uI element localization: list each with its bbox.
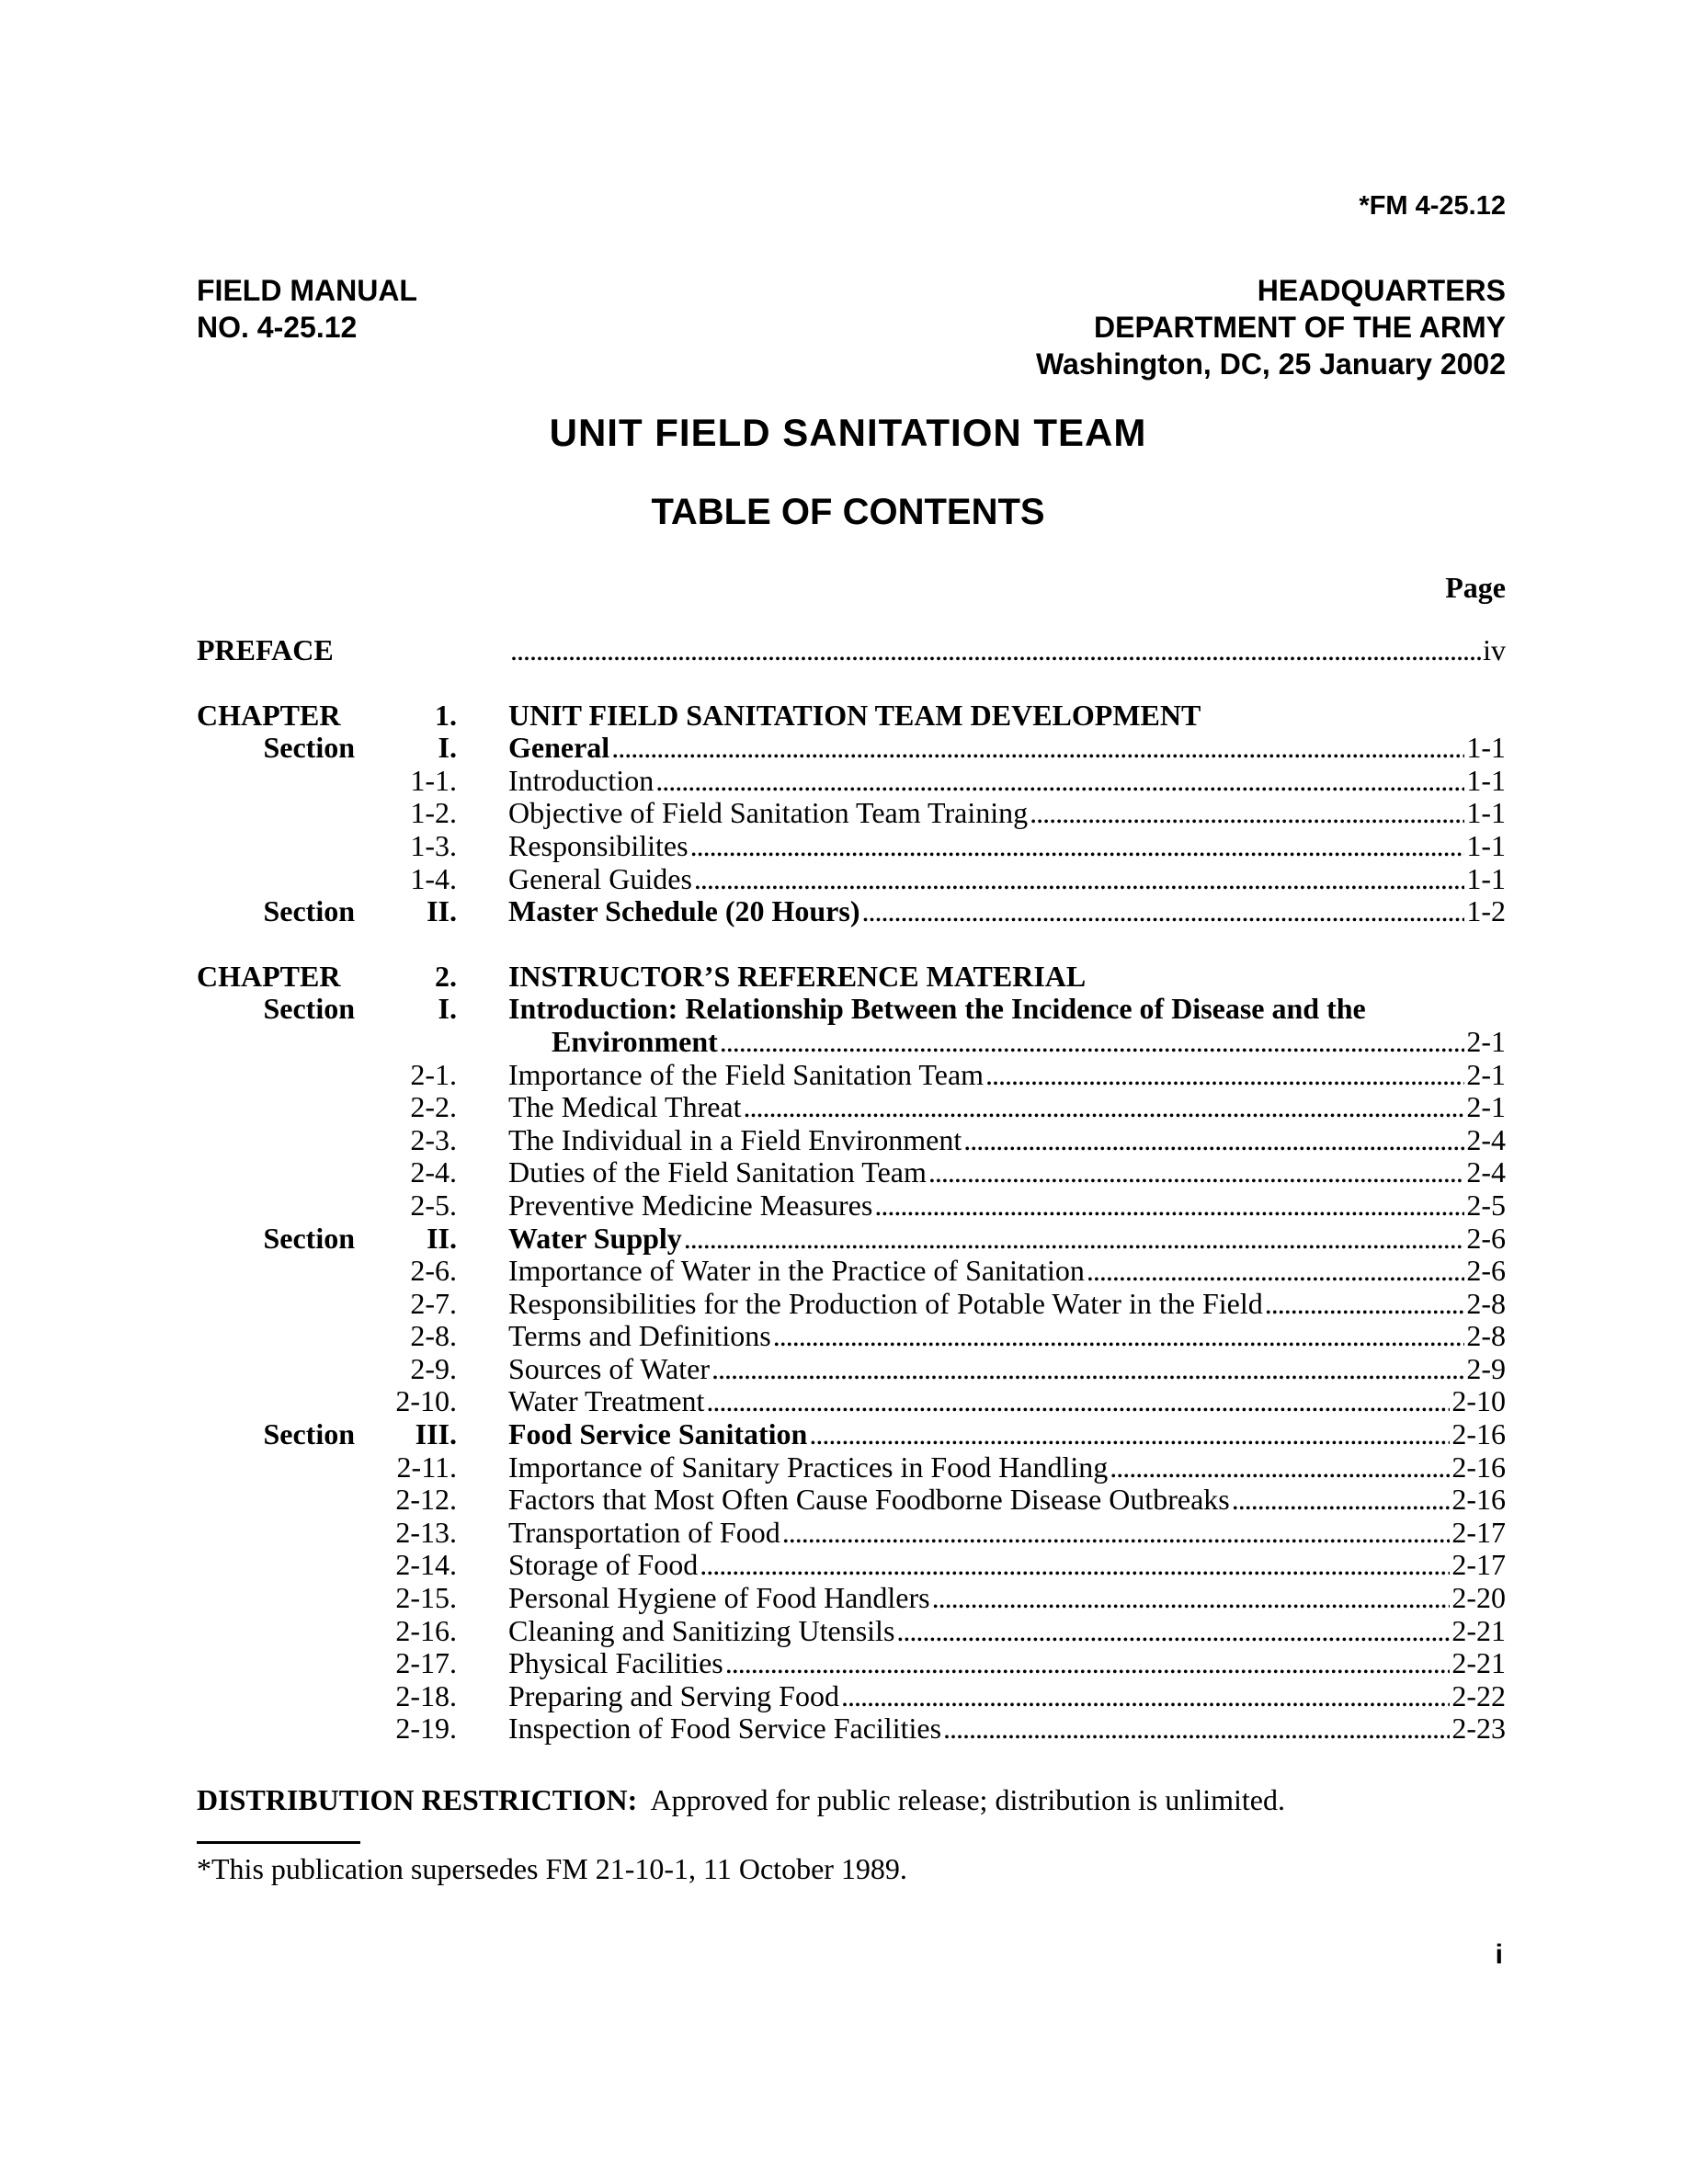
item-number: 2-4. [410, 1155, 457, 1189]
item-title-cell [508, 1549, 1506, 1582]
toc-item-row[interactable] [197, 1124, 1506, 1157]
header-right-line: DEPARTMENT OF THE ARMY [1094, 311, 1506, 344]
chapter-heading-row[interactable] [197, 700, 1506, 733]
item-title: General Guides [508, 862, 692, 895]
chapter-block [197, 700, 1506, 928]
item-number: 2-15. [395, 1581, 457, 1615]
chapter-number: 1. [435, 698, 457, 732]
item-title: Responsibilites [508, 829, 689, 862]
page-ref: 2-22 [1451, 1679, 1506, 1712]
leader-dots [861, 895, 1464, 928]
toc-item-row[interactable] [197, 1385, 1506, 1418]
page-ref: 2-9 [1466, 1352, 1506, 1385]
leader-dots [1110, 1451, 1450, 1484]
section-title: Water Supply [508, 1222, 682, 1255]
item-title-cell [508, 1189, 1506, 1223]
item-title: Preparing and Serving Food [508, 1679, 839, 1712]
leader-dots [725, 1647, 1451, 1680]
item-number: 2-14. [395, 1548, 457, 1582]
chapter-title-cell [508, 961, 1506, 994]
toc-item-row[interactable] [197, 1582, 1506, 1615]
leader-dots [711, 1353, 1464, 1386]
page-ref: iv [1483, 634, 1506, 666]
leader-dots [782, 1517, 1451, 1550]
item-title-cell [508, 1647, 1506, 1680]
item-number: 2-8. [410, 1319, 457, 1353]
page-ref: 2-21 [1451, 1647, 1506, 1680]
section-title-cell [508, 895, 1506, 928]
toc-item-row[interactable] [197, 1353, 1506, 1386]
item-number: 1-1. [410, 763, 457, 797]
item-title: Transportation of Food [508, 1516, 780, 1549]
header-left [197, 272, 417, 346]
page-ref: 2-4 [1466, 1156, 1506, 1189]
chapter-block [197, 961, 1506, 1746]
chapter-label: CHAPTER [197, 959, 341, 993]
item-title-cell [508, 1091, 1506, 1124]
page-ref: 2-21 [1451, 1614, 1506, 1647]
chapter-title: UNIT FIELD SANITATION TEAM DEVELOPMENT [508, 699, 1201, 732]
toc-item-row[interactable] [197, 1615, 1506, 1648]
toc-section-row[interactable] [197, 732, 1506, 765]
item-title: The Individual in a Field Environment [508, 1123, 962, 1156]
header-left-line: NO. 4-25.12 [197, 311, 358, 344]
page-ref: 1-1 [1466, 829, 1506, 862]
page-column-label: Page [1445, 571, 1506, 604]
item-title: Importance of Water in the Practice of Sanitation [508, 1255, 1085, 1288]
item-number: 1-3. [410, 828, 457, 862]
item-title: Importance of the Field Sanitation Team [508, 1058, 985, 1091]
section-title: Introduction: Relationship Between the Incidence of Disease and the [508, 993, 1366, 1026]
item-number: 2-16. [395, 1613, 457, 1647]
toc-item-row[interactable] [197, 765, 1506, 798]
page-ref: 2-16 [1451, 1450, 1506, 1484]
page-ref: 2-8 [1466, 1287, 1506, 1320]
item-title-cell [508, 863, 1506, 896]
leader-dots [684, 1223, 1465, 1256]
item-title-cell [508, 797, 1506, 830]
page-ref: 1-1 [1466, 732, 1506, 765]
chapter-heading-row[interactable] [197, 961, 1506, 994]
toc-item-row[interactable] [197, 1451, 1506, 1484]
item-title: Preventive Medicine Measures [508, 1189, 873, 1222]
item-number: 2-6. [410, 1254, 457, 1288]
page-ref: 2-23 [1451, 1712, 1506, 1746]
item-title: Personal Hygiene of Food Handlers [508, 1582, 930, 1615]
section-title-cell [508, 732, 1506, 765]
item-title-cell [508, 1124, 1506, 1157]
item-title-cell [508, 1451, 1506, 1484]
item-title: Physical Facilities [508, 1647, 723, 1680]
toc-heading: TABLE OF CONTENTS [651, 492, 1045, 532]
page-ref: 2-1 [1466, 1091, 1506, 1124]
section-number: I. [438, 731, 457, 765]
item-number: 1-4. [410, 861, 457, 895]
toc-section-row[interactable] [197, 1418, 1506, 1451]
item-title: Responsibilities for the Production of Potable Water in the Field [508, 1287, 1263, 1320]
item-number: 2-2. [410, 1090, 457, 1124]
section-title: Master Schedule (20 Hours) [508, 895, 860, 928]
item-title-cell [508, 1712, 1506, 1746]
item-number: 2-9. [410, 1351, 457, 1385]
toc-item-row[interactable] [197, 1320, 1506, 1353]
section-label: Section [263, 894, 355, 928]
section-label: Section [263, 1417, 355, 1451]
toc-preface-row[interactable] [197, 634, 1506, 667]
page-ref: 1-1 [1466, 797, 1506, 830]
leader-dots [1030, 797, 1464, 830]
item-title: Cleaning and Sanitizing Utensils [508, 1614, 895, 1647]
leader-dots [744, 1091, 1465, 1124]
toc-section-row[interactable] [197, 993, 1506, 1026]
toc-item-row[interactable] [197, 863, 1506, 896]
leader-dots [694, 863, 1464, 896]
section-number: I. [438, 992, 457, 1026]
item-number: 2-5. [410, 1188, 457, 1222]
section-number: III. [415, 1417, 457, 1451]
item-number: 2-13. [395, 1515, 457, 1549]
item-title: Objective of Field Sanitation Team Training [508, 797, 1029, 830]
header-right [1036, 272, 1506, 382]
toc-item-row[interactable] [197, 1059, 1506, 1092]
toc-item-row[interactable] [197, 1189, 1506, 1223]
header-right-line: HEADQUARTERS [1257, 274, 1506, 307]
leader-dots [985, 1059, 1464, 1092]
header-left-line: FIELD MANUAL [197, 274, 417, 307]
page-number: i [1495, 1939, 1503, 1970]
toc-item-row[interactable] [197, 1712, 1506, 1746]
distribution-text: Approved for public release; distribution is unlimited. [650, 1783, 1285, 1816]
toc-item-row[interactable] [197, 1549, 1506, 1582]
page-ref: 2-16 [1451, 1418, 1506, 1451]
footnote: *This publication supersedes FM 21-10-1, 11 October 1989. [197, 1852, 907, 1885]
leader-dots [932, 1582, 1451, 1615]
item-title: Storage of Food [508, 1549, 699, 1582]
section-title-cell [508, 1418, 1506, 1451]
leader-dots [700, 1549, 1450, 1582]
item-number: 2-10. [395, 1384, 457, 1418]
page-ref: 2-5 [1466, 1189, 1506, 1222]
section-number: II. [427, 1221, 457, 1255]
item-title-cell [508, 765, 1506, 798]
section-title-cell [508, 993, 1506, 1026]
footnote-divider [197, 1841, 360, 1844]
toc-item-row[interactable] [197, 1484, 1506, 1517]
toc-section-row-continued[interactable] [197, 1026, 1506, 1059]
page-ref: 1-1 [1466, 862, 1506, 895]
preface-label: PREFACE [197, 633, 334, 666]
section-label: Section [263, 992, 355, 1026]
leader-dots [874, 1189, 1464, 1223]
page-ref: 1-2 [1466, 895, 1506, 928]
leader-dots [896, 1615, 1450, 1648]
item-title-cell [508, 1156, 1506, 1189]
chapter-number: 2. [435, 959, 457, 993]
item-title-cell [508, 1255, 1506, 1288]
chapter-label: CHAPTER [197, 698, 341, 732]
fm-number: *FM 4-25.12 [1359, 191, 1506, 221]
section-title: Food Service Sanitation [508, 1418, 808, 1451]
section-title: General [508, 732, 610, 765]
item-title-cell [508, 1288, 1506, 1321]
item-title-cell [508, 1484, 1506, 1517]
section-title-continued: Environment [552, 1025, 718, 1058]
item-title: Duties of the Field Sanitation Team [508, 1156, 927, 1189]
item-number: 2-17. [395, 1646, 457, 1680]
page-ref: 2-8 [1466, 1320, 1506, 1353]
item-title: Factors that Most Often Cause Foodborne Disease Outbreaks [508, 1484, 1230, 1517]
toc-item-row[interactable] [197, 1517, 1506, 1550]
item-title-cell [508, 1615, 1506, 1648]
leader-dots [1087, 1255, 1465, 1288]
item-number: 2-11. [396, 1450, 457, 1484]
item-title: Importance of Sanitary Practices in Food Handling [508, 1450, 1109, 1484]
item-number: 2-7. [410, 1286, 457, 1320]
item-title-cell [508, 830, 1506, 863]
page-ref: 2-10 [1451, 1385, 1506, 1418]
page-ref: 2-4 [1466, 1123, 1506, 1156]
page-ref: 2-17 [1451, 1516, 1506, 1549]
toc-section-row[interactable] [197, 895, 1506, 928]
page-ref: 2-20 [1451, 1582, 1506, 1615]
item-title-cell [508, 1517, 1506, 1550]
leader-dots [963, 1124, 1464, 1157]
toc-item-row[interactable] [197, 1156, 1506, 1189]
section-title-cell [552, 1026, 1506, 1059]
section-label: Section [263, 731, 355, 765]
item-title: Water Treatment [508, 1385, 705, 1418]
chapter-title-cell [508, 700, 1506, 733]
leader-dots [841, 1680, 1450, 1713]
toc-item-row[interactable] [197, 1091, 1506, 1124]
page-ref: 2-1 [1466, 1025, 1506, 1058]
chapter-title: INSTRUCTOR’S REFERENCE MATERIAL [508, 960, 1087, 993]
item-title-cell [508, 1059, 1506, 1092]
toc-item-row[interactable] [197, 1680, 1506, 1713]
page-ref: 2-16 [1451, 1484, 1506, 1517]
toc-item-row[interactable] [197, 797, 1506, 830]
item-title: Sources of Water [508, 1352, 710, 1385]
item-number: 2-19. [395, 1712, 457, 1746]
item-title-cell [508, 1320, 1506, 1353]
item-number: 2-12. [395, 1483, 457, 1517]
leader-dots [611, 732, 1464, 765]
item-number: 2-1. [410, 1057, 457, 1091]
leader-dots [773, 1320, 1465, 1353]
leader-dots [690, 830, 1465, 863]
item-title: The Medical Threat [508, 1091, 742, 1124]
item-title: Introduction [508, 764, 654, 797]
item-title: Inspection of Food Service Facilities [508, 1712, 942, 1746]
leader-dots [928, 1156, 1464, 1189]
item-title-cell [508, 1353, 1506, 1386]
leader-dots [706, 1385, 1450, 1418]
leader-dots [655, 765, 1464, 798]
page-ref: 1-1 [1466, 764, 1506, 797]
item-title: Terms and Definitions [508, 1320, 771, 1353]
toc-item-row[interactable] [197, 1288, 1506, 1321]
item-title-cell [508, 1582, 1506, 1615]
page-ref: 2-1 [1466, 1058, 1506, 1091]
toc-item-row[interactable] [197, 1647, 1506, 1680]
item-number: 1-2. [410, 796, 457, 830]
leader-dots [510, 634, 1481, 667]
toc-item-row[interactable] [197, 830, 1506, 863]
page-ref: 2-6 [1466, 1222, 1506, 1255]
header-right-line: Washington, DC, 25 January 2002 [1036, 347, 1506, 381]
section-title-cell [508, 1223, 1506, 1256]
page-ref: 2-6 [1466, 1255, 1506, 1288]
table-of-contents [197, 568, 1506, 1746]
document-title: UNIT FIELD SANITATION TEAM [549, 411, 1147, 454]
leader-dots [1265, 1288, 1465, 1321]
section-number: II. [427, 894, 457, 928]
distribution-label: DISTRIBUTION RESTRICTION: [197, 1783, 638, 1816]
page-ref: 2-17 [1451, 1549, 1506, 1582]
item-title-cell [508, 1385, 1506, 1418]
item-number: 2-18. [395, 1678, 457, 1712]
toc-item-row[interactable] [197, 1255, 1506, 1288]
toc-section-row[interactable] [197, 1223, 1506, 1256]
leader-dots [943, 1712, 1450, 1746]
leader-dots [809, 1418, 1450, 1451]
distribution-restriction [197, 1783, 1285, 1817]
leader-dots [1232, 1484, 1451, 1517]
section-label: Section [263, 1221, 355, 1255]
item-number: 2-3. [410, 1122, 457, 1156]
leader-dots [720, 1026, 1465, 1059]
item-title-cell [508, 1680, 1506, 1713]
